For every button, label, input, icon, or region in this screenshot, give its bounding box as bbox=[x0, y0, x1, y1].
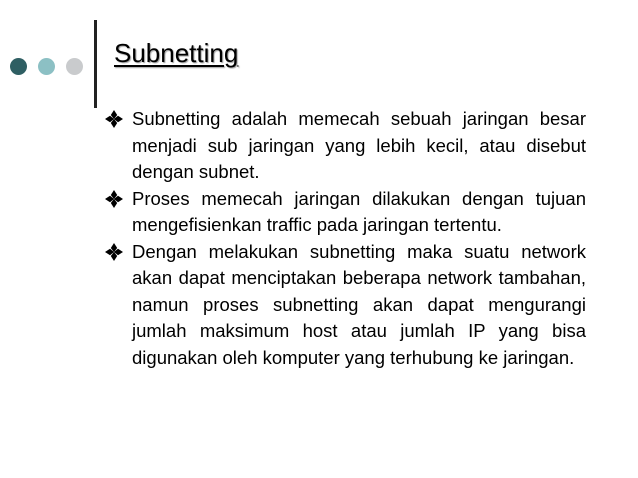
bullet-item bbox=[104, 186, 586, 239]
dot-light-icon bbox=[38, 58, 55, 75]
dot-grey-icon bbox=[66, 58, 83, 75]
title-divider bbox=[94, 20, 97, 108]
decorative-dots bbox=[10, 58, 83, 75]
diamond-bullet-icon bbox=[104, 106, 132, 132]
bullet-item bbox=[104, 106, 586, 186]
diamond-bullet-icon bbox=[104, 186, 132, 212]
diamond-bullet-icon bbox=[104, 239, 132, 265]
dot-dark-icon bbox=[10, 58, 27, 75]
slide-title: Subnetting bbox=[114, 38, 239, 68]
bullet-text: Dengan melakukan subnetting maka suatu network akan dapat menciptakan beberapa network tambahan, namun proses subnetting akan dapat mengurangi jumlah maksimum host atau jumlah IP yang bisa digunakan oleh komputer yang terhubung ke jaringan. bbox=[132, 240, 586, 368]
bullet-list bbox=[104, 106, 586, 371]
bullet-text: Subnetting adalah memecah sebuah jaringan besar menjadi sub jaringan yang lebih kecil, atau disebut dengan subnet. bbox=[132, 108, 586, 182]
bullet-text: Proses memecah jaringan dilakukan dengan tujuan mengefisienkan traffic pada jaringan tertentu. bbox=[132, 187, 586, 235]
bullet-item bbox=[104, 239, 586, 372]
